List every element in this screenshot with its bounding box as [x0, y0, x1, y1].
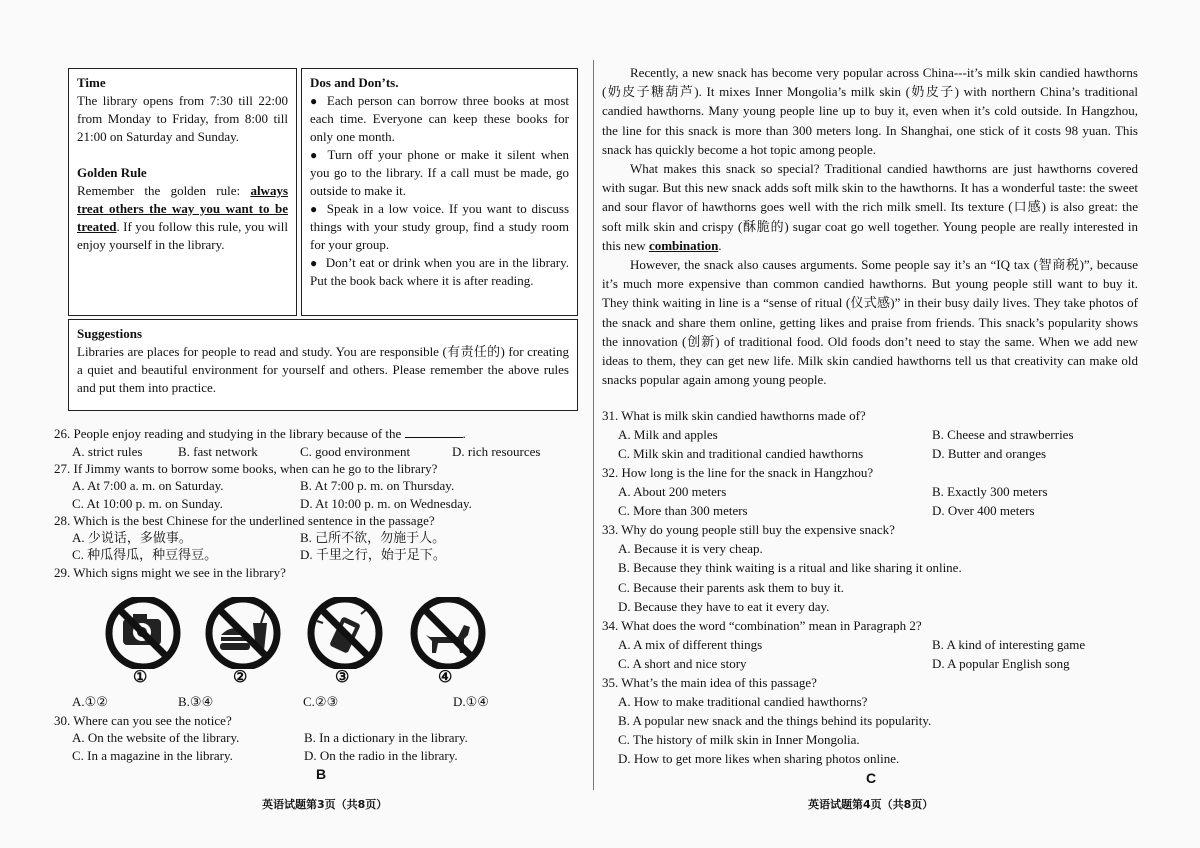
option: C. Because their parents ask them to buy it. [618, 580, 845, 595]
dos-heading: Dos and Don’ts. [310, 75, 399, 90]
question-32: 32. How long is the line for the snack in Hangzhou? [602, 465, 874, 480]
option: D. On the radio in the library. [304, 748, 458, 763]
option: C. At 10:00 p. m. on Sunday. [72, 496, 223, 511]
time-rule-box [68, 68, 297, 316]
question-26: 26. People enjoy reading and studying in the library because of the . [54, 426, 466, 441]
no-dogs-icon [400, 597, 496, 689]
golden-rule-heading: Golden Rule [77, 165, 147, 180]
option: D. Because they have to eat it every day. [618, 599, 830, 614]
question-35: 35. What’s the main idea of this passage? [602, 675, 817, 690]
option: A.①② [72, 694, 108, 709]
bullet-icon: ● [310, 94, 319, 108]
paragraph-2: What makes this snack so special? Traditional candied hawthorns are just hawthorns covered with sugar. But this new snack adds soft milk skin to the hawthorns. It has a wonderful taste: the sweet and sour flavor of hawthorns goes well with the rich milk smell. Its texture (口感) is also great: the soft milk skin and crispy (酥脆的) sugar coat go well together. Young people are really interested in this new combination. [602, 161, 1138, 253]
option: B.③④ [178, 694, 214, 709]
question-30: 30. Where can you see the notice? [54, 713, 232, 728]
option: D. 千里之行，始于足下。 [300, 547, 446, 562]
option: A. At 7:00 a. m. on Saturday. [72, 478, 224, 493]
section-letter: B [316, 766, 327, 782]
bullet-icon: ● [310, 148, 320, 162]
no-phone-icon [297, 597, 393, 689]
option: D. How to get more likes when sharing photos online. [618, 751, 900, 766]
dos-item: ● Each person can borrow three books at most each time. Everyone can keep these books for only one month. [310, 93, 570, 144]
option: D. A popular English song [932, 656, 1070, 671]
question-33: 33. Why do young people still buy the expensive snack? [602, 522, 895, 537]
option: A. strict rules [72, 444, 143, 459]
time-text: The library opens from 7:30 till 22:00 from Monday to Friday, from 8:00 till 21:00 on Saturday and Sunday. [77, 93, 288, 144]
time-heading: Time [77, 75, 106, 90]
passage [602, 63, 1138, 389]
page-footer: 英语试题第4页（共8页） [808, 798, 934, 811]
option: C. More than 300 meters [618, 503, 748, 518]
option: D. Over 400 meters [932, 503, 1035, 518]
option: B. At 7:00 p. m. on Thursday. [300, 478, 455, 493]
golden-rule-underlined: always treat others the way you want to be treated [77, 183, 288, 234]
no-camera-icon [95, 597, 191, 689]
option: A. On the website of the library. [72, 730, 240, 745]
paragraph-1: Recently, a new snack has become very popular across China---it’s milk skin candied hawthorns (奶皮子糖葫芦). It mixes Inner Mongolia’s milk skin (奶皮子) with northern China’s traditional candied hawthorns. Many young people line up to buy it, even when it’s cold outside. In Hangzhou, the line for this snack is more than 300 meters long. In Shanghai, one stick of it costs 98 yuan. This snack has quickly become a hot topic among people. [602, 65, 1138, 157]
bullet-icon: ● [310, 202, 319, 216]
dos-item: ● Turn off your phone or make it silent when you go to the library. If a call must be made, go outside to make it. [310, 147, 569, 198]
option: B. Exactly 300 meters [932, 484, 1048, 499]
question-28: 28. Which is the best Chinese for the underlined sentence in the passage? [54, 513, 435, 528]
option: C. The history of milk skin in Inner Mongolia. [618, 732, 860, 747]
library-signs [95, 597, 505, 689]
option: A. A mix of different things [618, 637, 763, 652]
option: B. Cheese and strawberries [932, 427, 1074, 442]
option: B. In a dictionary in the library. [304, 730, 468, 745]
option: A. Milk and apples [618, 427, 718, 442]
bullet-icon: ● [310, 256, 318, 270]
question-27: 27. If Jimmy wants to borrow some books, when can he go to the library? [54, 461, 438, 476]
page-footer: 英语试题第3页（共8页） [262, 798, 388, 811]
option: A. How to make traditional candied hawthorns? [618, 694, 868, 709]
option: B. A kind of interesting game [932, 637, 1086, 652]
dos-item: ● Speak in a low voice. If you want to discuss things with your study group, find a study room for your group. [310, 201, 569, 252]
question-34: 34. What does the word “combination” mean in Paragraph 2? [602, 618, 922, 633]
option: C.②③ [303, 694, 339, 709]
option: C. A short and nice story [618, 656, 747, 671]
option: B. Because they think waiting is a ritual and like sharing it online. [618, 560, 962, 575]
suggestions-text: Libraries are places for people to read and study. You are responsible (有责任的) for creating a quiet and beautiful environment for yourself and others. Please remember the above rules and put them into practice. [77, 344, 569, 395]
no-food-drink-icon [195, 597, 291, 689]
option: B. 己所不欲，勿施于人。 [300, 530, 446, 545]
option: D. Butter and oranges [932, 446, 1047, 461]
option: C. In a magazine in the library. [72, 748, 233, 763]
page-divider [593, 60, 594, 790]
option: A. 少说话，多做事。 [72, 530, 192, 545]
option: B. fast network [178, 444, 258, 459]
option: A. About 200 meters [618, 484, 727, 499]
sign-number: ④ [438, 669, 453, 686]
option: C. 种瓜得瓜，种豆得豆。 [72, 547, 218, 562]
paragraph-3: However, the snack also causes arguments. Some people say it’s an “IQ tax (智商税)”, because it’s much more expensive than common candied hawthorns. But young people still want to buy it. They think waiting in line is a “sense of ritual (仪式感)” in their busy daily lives. They take photos of the snack and share them online, getting likes and praise from friends. This snack’s popularity shows the innovation (创新) of traditional food. Old foods don’t need to stay the same. When we add new ideas to them, they can get new life. Milk skin candied hawthorns tell us that creativity can make old snacks popular again among young people. [602, 257, 1138, 388]
suggestions-box [68, 319, 578, 411]
combination-word: combination [648, 237, 719, 253]
option: B. A popular new snack and the things behind its popularity. [618, 713, 932, 728]
sign-number: ① [133, 669, 148, 686]
option: A. Because it is very cheap. [618, 541, 763, 556]
option: D.①④ [453, 694, 489, 709]
sign-number: ② [233, 669, 248, 686]
section-letter: C [866, 770, 877, 786]
option: C. Milk skin and traditional candied hawthorns [618, 446, 864, 461]
option: D. At 10:00 p. m. on Wednesday. [300, 496, 472, 511]
option: C. good environment [300, 444, 411, 459]
question-31: 31. What is milk skin candied hawthorns made of? [602, 408, 866, 423]
question-29: 29. Which signs might we see in the library? [54, 565, 286, 580]
sign-number: ③ [335, 669, 350, 686]
golden-rule-text: Remember the golden rule: always treat others the way you want to be treated. If you follow this rule, you will enjoy yourself in the library. [77, 183, 288, 252]
option: D. rich resources [452, 444, 541, 459]
suggestions-heading: Suggestions [77, 326, 143, 341]
answer-blank [405, 425, 463, 438]
dos-item: ● Don’t eat or drink when you are in the library. Put the book back where it is after reading. [310, 255, 569, 288]
dos-donts-box [301, 68, 578, 316]
left-page [0, 0, 595, 848]
